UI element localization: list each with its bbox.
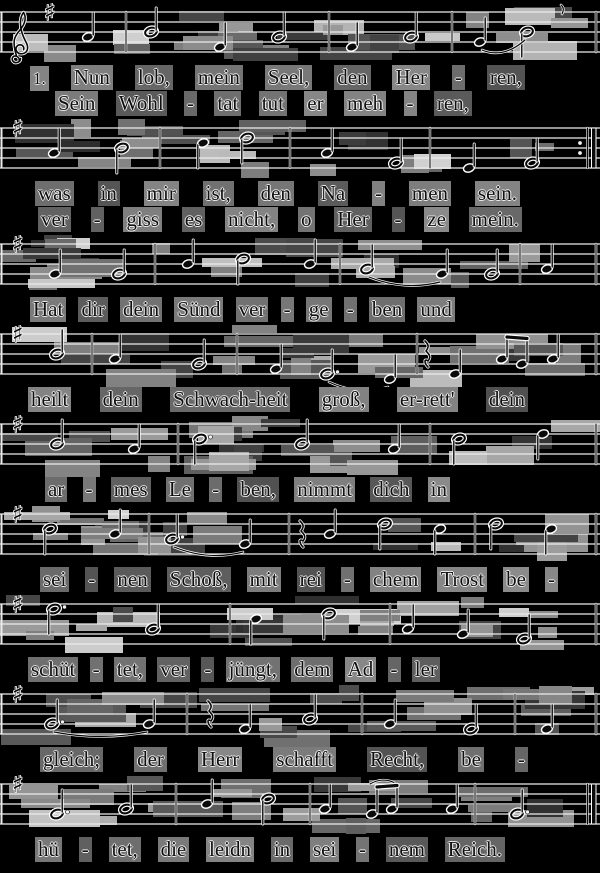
texture-block [239, 120, 306, 132]
lyric-line [0, 747, 600, 773]
beam [507, 337, 527, 339]
texture-block [360, 610, 400, 621]
lyric-word: mes [111, 477, 151, 502]
lyric-word: nicht, [225, 207, 278, 232]
lyric-word: dein [120, 297, 162, 322]
texture-block [291, 358, 311, 375]
lyric-word: sei [310, 837, 339, 862]
lyric-word: in [98, 181, 120, 206]
thick-bar [592, 784, 597, 824]
lyric-hyphen: - [201, 657, 214, 682]
lyric-word: Herr [198, 747, 242, 772]
texture-block [76, 624, 107, 631]
lyric-word: gleich; [40, 747, 103, 772]
lyric-word: ver [157, 657, 190, 682]
lyric-word: tat [214, 91, 241, 116]
lyric-hyphen: - [344, 297, 357, 322]
quarter-note [320, 129, 333, 159]
texture-block [295, 596, 359, 604]
lyric-word: mein. [469, 207, 522, 232]
lyric-word: giss [123, 207, 162, 232]
augmentation-dot [63, 605, 67, 609]
system-5 [0, 415, 600, 503]
quarter-note [445, 785, 458, 815]
lyric-line [0, 207, 600, 233]
texture-block [232, 325, 277, 333]
lyric-line [0, 91, 600, 117]
thick-bar [592, 128, 597, 168]
lyric-hyphen: - [452, 65, 465, 90]
lyric-word: groß, [319, 387, 369, 412]
lyric-word: Sünd [174, 297, 223, 322]
staff-svg [0, 119, 600, 181]
lyric-word: meh [344, 91, 386, 116]
lyric-hyphen: - [404, 91, 417, 116]
lyric-word: Trost [437, 567, 487, 592]
lyric-word: den [334, 65, 370, 90]
lyric-word: chem [370, 567, 421, 592]
lyric-word: ben, [237, 477, 279, 502]
lyric-word: men [409, 181, 451, 206]
repeat-dot [578, 141, 582, 145]
texture-block [65, 637, 123, 653]
lyric-word: es [182, 207, 206, 232]
lyric-word: Recht, [367, 747, 427, 772]
texture-block [193, 526, 242, 544]
lyric-word: Seel, [265, 65, 312, 90]
texture-block [551, 18, 588, 28]
lyric-word: Ad [345, 657, 377, 682]
augmentation-dot [66, 810, 70, 814]
staff-svg [0, 505, 600, 567]
lyric-hyphen: - [83, 477, 96, 502]
lyric-word: er [304, 91, 326, 116]
half-note [236, 253, 250, 284]
lyric-word: hü [35, 837, 62, 862]
lyric-word: Her [334, 207, 371, 232]
augmentation-dot [526, 810, 530, 814]
texture-block [211, 789, 252, 797]
lyric-hyphen: - [79, 837, 92, 862]
texture-block [346, 818, 366, 834]
lyric-word: die [158, 837, 190, 862]
staff-svg [0, 775, 600, 837]
lyric-word: dein [486, 387, 528, 412]
lyric-line [0, 387, 600, 413]
lyric-word: ist, [203, 181, 234, 206]
lyric-word: Na [318, 181, 349, 206]
sharp-icon: ♯ [44, 3, 56, 26]
lyric-word: mit [247, 567, 281, 592]
texture-block [347, 460, 398, 475]
texture-block [370, 35, 399, 53]
staff-svg [0, 595, 600, 657]
lyric-word: in [428, 477, 450, 502]
sharp-icon: ♯ [12, 775, 24, 798]
system-1 [0, 3, 600, 117]
beam [377, 786, 397, 788]
lyric-line [0, 65, 600, 91]
texture-block [59, 141, 100, 152]
system-6 [0, 505, 600, 593]
staff-svg [0, 235, 600, 297]
texture-block [367, 721, 436, 731]
lyric-word: heilt [28, 387, 71, 412]
texture-block [202, 258, 262, 267]
texture-block [15, 124, 74, 143]
augmentation-dot [336, 370, 340, 374]
lyric-hyphen: - [184, 91, 197, 116]
sharp-icon: ♯ [12, 505, 24, 528]
lyric-word: Nun [71, 65, 113, 90]
lyric-hyphen: - [545, 567, 558, 592]
sharp-icon: ♯ [12, 685, 24, 708]
lyric-word: be [503, 567, 529, 592]
lyric-word: leidn [206, 837, 254, 862]
augmentation-dot [209, 435, 213, 439]
lyric-word: tet, [114, 657, 146, 682]
lyric-word: in [271, 837, 293, 862]
system-2 [0, 119, 600, 233]
lyric-word: tet, [109, 837, 141, 862]
lyric-line [0, 297, 600, 323]
system-4 [0, 325, 600, 413]
texture-block [499, 545, 524, 552]
quarter-note [269, 345, 282, 375]
lyric-word: jüngt, [226, 657, 280, 682]
augmentation-dot [181, 535, 185, 539]
lyric-word: ren, [434, 91, 472, 116]
lyric-word: sei [40, 567, 69, 592]
lyric-hyphen: - [90, 657, 103, 682]
texture-block [44, 45, 76, 62]
quarter-note [540, 245, 553, 275]
texture-block [310, 164, 336, 176]
texture-block [323, 25, 343, 35]
staff-svg [0, 415, 600, 477]
lyric-word: der [134, 747, 167, 772]
lyric-word: rei [297, 567, 325, 592]
lyric-word: ar [45, 477, 67, 502]
texture-block [106, 369, 176, 387]
texture-block [414, 154, 451, 169]
lyric-word: sein. [475, 181, 520, 206]
texture-block [233, 48, 298, 61]
staff-svg [0, 325, 600, 387]
texture-block [509, 244, 540, 262]
texture-block [461, 597, 484, 608]
sharp-icon: ♯ [12, 415, 24, 438]
verse-number: 1. [30, 66, 49, 91]
lyric-hyphen: - [388, 657, 401, 682]
lyric-word: was [35, 181, 74, 206]
lyric-hyphen: - [392, 207, 405, 232]
texture-block [209, 452, 249, 471]
lyric-word: Hat [30, 297, 66, 322]
sharp-icon: ♯ [12, 235, 24, 258]
texture-block [539, 686, 572, 704]
system-3 [0, 235, 600, 323]
lyric-word: tut [259, 91, 287, 116]
lyric-word: Sein [55, 91, 98, 116]
lyric-word: Schoß, [167, 567, 231, 592]
texture-block [45, 460, 100, 477]
texture-block [499, 608, 529, 617]
lyric-word: und [417, 297, 455, 322]
lyric-word: er-rett' [397, 387, 458, 412]
sharp-icon: ♯ [12, 325, 24, 348]
lyric-hyphen: - [209, 477, 222, 502]
lyric-word: mein [195, 65, 243, 90]
texture-block [388, 518, 421, 532]
texture-block [241, 162, 269, 178]
texture-block [224, 336, 294, 347]
system-8 [0, 685, 600, 773]
lyric-hyphen: - [281, 297, 294, 322]
texture-block [338, 798, 367, 814]
lyric-word: dir [78, 297, 107, 322]
lyric-word: ver [236, 297, 269, 322]
lyric-line [0, 181, 600, 207]
lyric-word: nen [114, 567, 150, 592]
lyric-word: lob, [135, 65, 173, 90]
lyric-line [0, 837, 600, 863]
lyric-word: o [298, 207, 315, 232]
lyric-hyphen: - [91, 207, 104, 232]
lyric-line [0, 657, 600, 683]
staff-svg [0, 3, 600, 65]
lyric-word: den [258, 181, 294, 206]
half-note [389, 139, 403, 169]
quarter-note [81, 13, 94, 43]
lyric-hyphen: - [85, 567, 98, 592]
lyric-word: Le [166, 477, 194, 502]
lyric-line [0, 477, 600, 503]
texture-block [333, 440, 380, 452]
texture-block [118, 119, 145, 135]
texture-block [551, 420, 600, 432]
texture-block [295, 273, 329, 287]
lyric-line [0, 567, 600, 593]
lyric-word: dem [291, 657, 333, 682]
lyric-word: nem [386, 837, 428, 862]
lyric-hyphen: - [356, 837, 369, 862]
lyric-word: Wohl [116, 91, 167, 116]
lyric-word: ler [412, 657, 440, 682]
lyric-word: schafft [273, 747, 336, 772]
lyric-word: dein [100, 387, 142, 412]
lyric-hyphen: - [372, 181, 385, 206]
system-9 [0, 775, 600, 863]
repeat-dot [578, 151, 582, 155]
texture-block [261, 419, 300, 427]
sharp-icon: ♯ [12, 119, 24, 142]
lyric-word: ben [369, 297, 405, 322]
texture-block [199, 688, 270, 702]
texture-block [537, 542, 567, 561]
lyric-word: Reich. [445, 837, 505, 862]
texture-block [538, 627, 557, 638]
texture-block [122, 333, 169, 351]
augmentation-dot [61, 720, 65, 724]
texture-block [339, 685, 359, 701]
texture-block [396, 690, 454, 702]
lyric-word: be [458, 747, 484, 772]
lyric-hyphen: - [341, 567, 354, 592]
texture-block [456, 787, 528, 797]
lyric-hyphen: - [515, 747, 528, 772]
staff-svg [0, 685, 600, 747]
lyric-word: ver [38, 207, 71, 232]
lyric-word: dich [370, 477, 412, 502]
lyric-word: ze [424, 207, 449, 232]
texture-block [486, 446, 534, 465]
system-7 [0, 595, 600, 683]
sharp-icon: ♯ [12, 595, 24, 618]
lyric-word: nimmt [294, 477, 355, 502]
lyric-word: Her [392, 65, 429, 90]
texture-block [1, 729, 71, 745]
lyric-word: mir [144, 181, 179, 206]
lyric-word: schüt [28, 657, 78, 682]
lyric-word: ren, [487, 65, 525, 90]
texture-block [425, 33, 460, 41]
lyric-word: ge [306, 297, 332, 322]
lyric-word: Schwach-heit [170, 387, 290, 412]
texture-block [358, 240, 422, 250]
